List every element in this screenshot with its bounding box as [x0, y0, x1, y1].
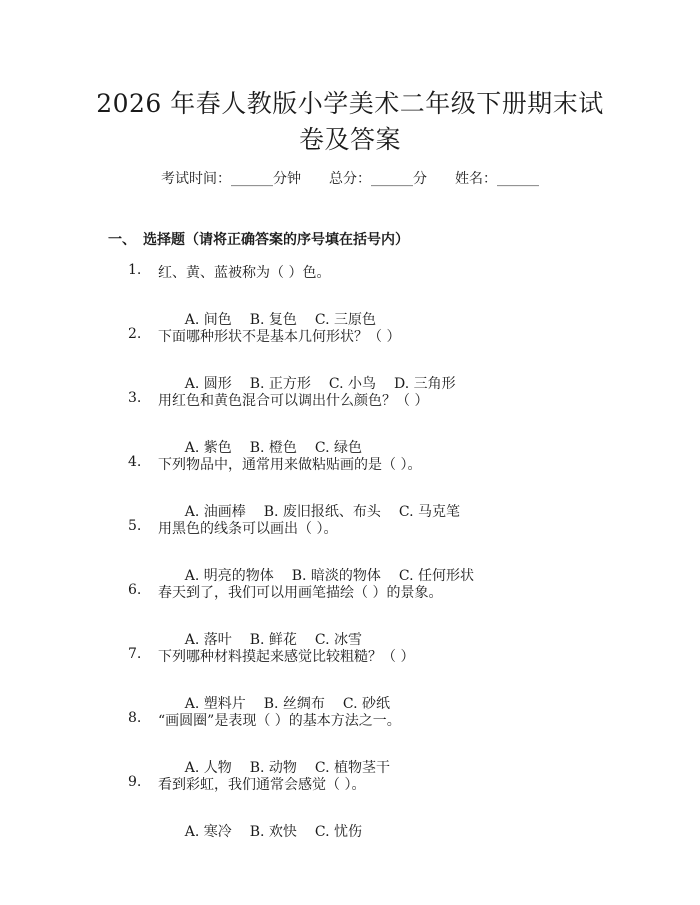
option-b: B. 废旧报纸、布头	[263, 504, 381, 520]
question-stem: “画圆圈”是表现（ ）的基本方法之一。	[158, 713, 401, 729]
question-stem: 下列物品中，通常用来做粘贴画的是（ ）。	[158, 457, 422, 473]
option-a: A. 塑料片	[184, 696, 246, 712]
option-b: B. 丝绸布	[263, 696, 325, 712]
option-c: C. 植物茎干	[314, 760, 391, 776]
question-stem: 看到彩虹，我们通常会感觉（ ）。	[158, 777, 366, 793]
document-title-line-2: 卷及答案	[298, 125, 401, 154]
question-number: 5.	[128, 518, 142, 534]
question-number: 1.	[128, 262, 142, 278]
question-stem: 用红色和黄色混合可以调出什么颜色？（ ）	[158, 393, 429, 409]
option-c: C. 砂纸	[342, 696, 391, 712]
option-b: B. 复色	[249, 312, 297, 328]
option-a: A. 寒冷	[184, 824, 232, 840]
option-c: C. 三原色	[314, 312, 377, 328]
option-c: C. 小鸟	[328, 376, 377, 392]
document-title-line-1: 2026 年春人教版小学美术二年级下册期末试	[96, 89, 604, 118]
option-b: B. 橙色	[249, 440, 297, 456]
question-number: 8.	[128, 710, 142, 726]
option-c: C. 冰雪	[314, 632, 363, 648]
option-d: D. 三角形	[394, 376, 456, 392]
option-b: B. 欢快	[249, 824, 297, 840]
question-stem: 红、黄、蓝被称为（ ）色。	[158, 265, 331, 281]
option-a: A. 紫色	[184, 440, 232, 456]
question-options	[158, 805, 380, 857]
option-c: C. 忧伤	[314, 824, 363, 840]
section-heading: 一、 选择题（请将正确答案的序号填在括号内）	[108, 232, 409, 248]
option-a: A. 圆形	[184, 376, 232, 392]
question-stem: 用黑色的线条可以画出（ ）。	[158, 521, 338, 537]
option-c: C. 任何形状	[398, 568, 475, 584]
question-number: 6.	[128, 582, 142, 598]
question-number: 9.	[128, 774, 142, 790]
question-number: 7.	[128, 646, 142, 662]
option-b: B. 正方形	[249, 376, 311, 392]
option-b: B. 鲜花	[249, 632, 297, 648]
question-number: 4.	[128, 454, 142, 470]
option-a: A. 落叶	[184, 632, 232, 648]
exam-meta-info: 考试时间：______分钟 总分：______分 姓名：______	[161, 171, 539, 187]
question-stem: 下列哪种材料摸起来感觉比较粗糙？（ ）	[158, 649, 415, 665]
option-b: B. 动物	[249, 760, 297, 776]
question-stem: 春天到了，我们可以用画笔描绘（ ）的景象。	[158, 585, 443, 601]
option-b: B. 暗淡的物体	[291, 568, 381, 584]
question-number: 2.	[128, 326, 142, 342]
option-c: C. 绿色	[314, 440, 363, 456]
option-a: A. 油画棒	[184, 504, 246, 520]
question-number: 3.	[128, 390, 142, 406]
option-a: A. 人物	[184, 760, 232, 776]
option-a: A. 明亮的物体	[184, 568, 274, 584]
option-c: C. 马克笔	[398, 504, 461, 520]
question-stem: 下面哪种形状不是基本几何形状？（ ）	[158, 329, 401, 345]
option-a: A. 间色	[184, 312, 232, 328]
